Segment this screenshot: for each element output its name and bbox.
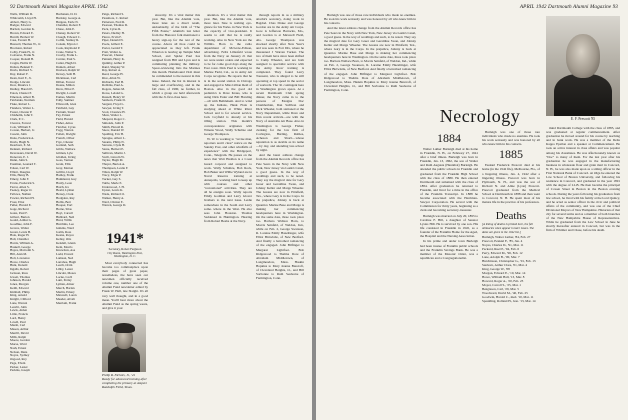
roster-name: Pratt, Walter A. <box>102 50 122 54</box>
roster-name: Knowlton, Asa <box>56 249 76 253</box>
roster-name: Quimby, Arthur P. <box>102 61 126 65</box>
year-1885-heading: 1885 <box>499 147 523 162</box>
roster-name: Lincoln, Moses <box>56 271 76 275</box>
roster-name: Fletcher, Cyrus <box>56 125 76 129</box>
roster-name: Davison, Ralph W. <box>56 69 81 73</box>
roster-name: Chandler, Robert F. <box>56 24 81 28</box>
roster-name: Dearborn, E. M. <box>10 144 31 148</box>
roster-name: Leavitt, John <box>10 305 27 309</box>
roster-name: Ellis, Henry B. <box>10 174 30 178</box>
class-year-heading: 1941* <box>106 231 144 247</box>
roster-name: Hersey, Clark <box>56 193 74 196</box>
roster-name: Parker, Lester <box>10 365 28 369</box>
roster-name: Pearson, Thomas D. <box>102 24 128 28</box>
roster-name: Lunt, Perley <box>56 279 72 283</box>
secretary-address: City Room, Washington Post, Washington, D. C. <box>107 250 143 259</box>
roster-name: Coffin, Stanley R. <box>56 39 80 43</box>
right-page <box>316 0 628 420</box>
roster-name: Little, Francis <box>10 313 28 316</box>
roster-name: Ladd, Everett <box>56 253 74 256</box>
roster-name: Donovan, E. J. <box>10 155 29 159</box>
roster-name: Stearns, Philip N. <box>102 140 125 144</box>
roster-name: Morse, Ward <box>10 343 27 346</box>
class-roster-column-3 <box>102 13 148 223</box>
roster-name: Snow, Donald W. <box>102 129 125 133</box>
roster-name: Buswell, Thomas W., Jr. <box>10 43 42 46</box>
roster-name: Howe, Charles <box>10 260 29 264</box>
roster-name: Field, Harold <box>56 118 73 121</box>
roster-name: Mills, Ralph <box>10 335 26 339</box>
roster-name: Tilton, Ralph W. <box>102 170 124 174</box>
roster-name: Goodhue, John F. <box>10 223 33 226</box>
column-6-paragraph: through reports in as a military attaché's secretary, doing work in Bagdad. Chas Drake and George Gordon are in the Army Air Corps. Gore is Jefferson Barracks, Mo., and Gordon is at Maxwell Field, Ala. George Thompson was shocked shortly after New Year's and was seen in Fort Dix, where he threatened J Warren Tucker. The two of them have since been shifted to Camp Wheeler, and are both assigned to specialist service with the Army. Ross' training is completed. They found Larry Toussant, who is alleged to be still operating at top speed in the sector of warlords. The '41 contingent here in Washington grows apace. At a recent Dartmouth Club spring dinner, the Navy came in to the persons of Ensigns Doc Chamberlain, Dan Sullivan and Dick Wheeler, both stationed at the Navy Department, while Dave and Dan recent arrivals—are with the Navy of Australia Air Base. Also in Washington is George Fisher, clerking for the law firm of Covington, Burling, Rublee, Acheson and Shorb—whose reputation is as sizable as its name—by day, and attending law-school by night. <box>256 13 304 153</box>
roster-name: Davis, Hugh N. <box>10 140 31 144</box>
death-entry: Prescott, Ezekiel F., '85, Jan. 4 <box>482 239 523 244</box>
roster-name: Underwood, J. H. <box>102 185 125 189</box>
roster-name: Dudley, Harold E. <box>10 88 34 91</box>
roster-name: Day, Robert F. <box>10 73 29 76</box>
necrology-title: Necrology <box>439 106 521 126</box>
class-1941-body: Most everybody connected has become too commonplace upon their pages of great paper, nonetheless, the have seen our newsmen officially received volume one, number one of the Alumni Fund newsletter edited by Frank W. Hall, late Slaight. It's all very well thought, and in a good mean. You'll hear more about the Alumni Fund as the spring wears, and give it your <box>102 260 148 310</box>
roster-name: Libby, Lester <box>56 268 73 271</box>
roster-name: Converse, Frank N. <box>10 54 35 58</box>
roster-name: Joslin, Ross <box>56 230 72 234</box>
roster-name: Perkins, Joseph <box>10 369 30 373</box>
column-4-paragraph: sincerity. It's a vital matter this year. But, like the Alumni vote, more later. As a direct result, undoubtedly, of the birth of "The Fifth Estate," Alumni's last letter from the Hanover folk mentioned a heavy sign-up for the rest of the course. Above all thou could be appreciated as they left. Frank Wharton is leaving up Temple Med School, and Spider Paul has resigned from Hill and Lyon and is commuting planning the military. Space-reviewing lists the Marines this month. Homebound 1941 must be commended to the nearest in this issue. Indeed, the list in interest is large and overflowing, and in the fall class, of 1990, no further, in which a group are held afterwards with the Jr. first-class here. <box>152 13 200 99</box>
left-running-head: 92 Dartmouth Alumni Magazine APRIL 1942 <box>10 4 108 10</box>
roster-name: Garland, Seth <box>56 144 74 148</box>
roster-name: Maxwell, Loren <box>56 294 77 298</box>
roster-name: Tucker, Guy S. <box>102 178 122 181</box>
roster-name: Burgess, Earle N. <box>56 20 79 24</box>
death-entry: Woodward, David M., '40, Feb. 25 <box>482 291 528 296</box>
roster-name: Jenkins, Ward <box>56 226 74 230</box>
roster-name: Peters, Dudley H. <box>102 31 125 35</box>
roster-name: Page, Elwin <box>10 361 26 365</box>
roster-name: Spalding, Eric B. <box>102 133 124 136</box>
roster-name: Scott, Clarence H. <box>102 110 126 114</box>
roster-name: Emery, John F. <box>10 178 30 181</box>
roster-name: Flanders, Walter L. <box>10 106 35 110</box>
right-column-4 <box>546 126 620 412</box>
column-5-paragraph: attention. It's a vital matter this year. But, like the Alumni vote, more later. Sine is nothing eye-glance for his Yorks. in New York is the capacity of vice-president. It seems to add that he is really working. Also in New York are the Willitts. Born to the radio department of McGraw-Edison, advertising. Felix Lillesfeld wrote from the Navy on January 21 that we were under orders and expected to be for come good days along the East coast. Dick Paul is working in Marine Field, Cal., as in Army Air Corps recognize. He reports that he is in the sound station in Chicago and engaged to Miss Lillian Reid of Boston. Also in the good old pediatrics is Dave Kraus, who is using Dick Euler and Bill Hotsling—all with Bethlehem. And to wind up the Indians, Hank Fiala is studying ahead at White River School and is for several service. Jack Coyfield is already at his tilling station. This month's correspondence originates with Winans Wood, Wally Schultze and George Thompson. <box>204 13 252 136</box>
roster-name: Rogers, James M. <box>102 88 125 91</box>
roster-name: Patterson, Fred R. <box>102 20 126 24</box>
death-entry: Hutchinson, Christopher G., '01, Feb. 13 <box>482 259 536 264</box>
class-roster-column-1 <box>10 13 52 373</box>
roster-name: Jewett, Thomas <box>10 275 30 279</box>
column-5-paragraph-2: W. W. is working to "revise man, reporters aren't clear" notice on the Sunday Post, and other windfalls of experience" with the Bridgeport, Conn., Telegram. He passes on the news that Watt Haddon is a Coast Guard corporal and assigned to work. Wally Schultze, Bob Rock, Bob Baker and Willie Wyland are in Naval Reserve training at Annapolis, working hard to keep up with courses and other "recreational" activities. They are all be ensigns soon. Wally reports Emily Godman and Larry Glover brothers to the next issue. Leslie somewhere in the South and Larry some. where in the West. He also sees John Houston. Thomas Saddened in Huntington. Hearing from Robert Beebe at the Navy. <box>204 137 252 223</box>
roster-name: Clough, Edward C. <box>56 35 81 39</box>
roster-name: Gilman, Lyle <box>56 151 73 155</box>
roster-name: Buckley, George A. <box>56 16 82 20</box>
roster-name: Cheney, Robert W. <box>56 31 81 35</box>
class-1941-section <box>102 222 148 412</box>
roster-name: Badger, Edward <box>10 24 31 28</box>
roster-name: Hardy, Leon <box>56 181 72 185</box>
roster-name: Dean, Karl F., Jr. <box>10 76 32 80</box>
roster-name: Reed, George H. <box>102 73 124 76</box>
roster-name: Nash, Ernest <box>10 346 27 350</box>
roster-name: Kelley, Otis <box>56 238 72 241</box>
roster-name: Cook, Raymond P. <box>56 46 80 50</box>
roster-name: Ray, Robert A. <box>102 69 121 73</box>
roster-name: Moore, Gordon <box>10 339 30 343</box>
roster-name: Keene, Royce <box>56 234 74 238</box>
right-column-1 <box>324 13 416 413</box>
roster-name: Piper, Donald N. <box>102 39 124 43</box>
roster-name: Peck, Cyrus R. <box>102 28 122 31</box>
roster-name: Goss, Vernon <box>56 159 74 163</box>
roster-name: Cooper, Donald B. <box>10 58 34 61</box>
right-column-1-paragraph: And the latest address change from the Alumni Records office has Pete Sears in the Navy with New York, New Jersey via Lasik's Canal, a good guess. In the way of weddings and such, to be noted. They say the magical date for Gary Greer and Geraldine Swan, and Johnny Keller and Marge Wheeler. The Greens are now in Pittsfield, Tex., where Gary is in the Corps. In the prejudice, Johnny is back at Quantico Marine Base and Marge is making her commencing headquarters here in Washington. On the same date, three took place too. Barbara Wallace Born, to Morris Seinfeld, of Weldon, Ind., while on Feb. 2, George Swanson, R. Laraine Emily Hazeltinger, wife Elliot Birtwistle, of New Bedford. And finally a betrothed romancing of the engaged. John Bilfinger to Margaret Lightfoot. Bob Ridgewood to Thelma Dore of Abraham Middletown, of Longmeadow, Mass. Haskin Hopkins to Mary Jeanne Bancroft, of Cleveland Heights, O., and Bill Sorbonne to Ruth Seaborne of Farmington, Conn. <box>324 26 416 92</box>
roster-name: Rand, Shepley W. <box>102 65 125 69</box>
secretary-label: Secretary, Robert Ferguson <box>108 247 142 251</box>
roster-name: March, Harlan <box>56 286 75 290</box>
death-entry: Packard, Ruel P., '94, Feb. 6 <box>482 247 520 252</box>
roster-name: Hatch, Ira <box>56 185 69 189</box>
roster-name: Simonds, John P. <box>102 121 124 125</box>
death-entry: Bengtsson, Carl, '29, Mar. 5 <box>482 287 519 292</box>
roster-name: Ward, Clinton E. <box>102 200 124 204</box>
obituary-1884-c: In his prime and under town Burleigh had been trustee of Franklin public schools and the Franklin Savings Bank. He was a member of the Masonic Order, was a republican and a Congregationalist. <box>420 239 478 260</box>
roster-name: Griffin, Lloyd <box>56 170 75 174</box>
roster-name: Crosby, Frank L. <box>56 54 78 58</box>
death-entry: Moyer, Carroll S., '25, Mar. 1 <box>482 283 521 288</box>
roster-name: Hill, Alan M. <box>10 253 27 256</box>
roster-name: Stevens, Clyde H. <box>102 144 126 148</box>
roster-name: Fiske, Robert L. <box>10 103 31 106</box>
death-entry: Goodwin, Harold C., med. '10, Mar. 11 <box>482 295 534 300</box>
roster-name: Green, Lewis B. <box>10 230 31 234</box>
death-entry: Spaulding, Rolland H., hon. '13, Mar. 14 <box>482 299 536 304</box>
right-running-head: APRIL 1942 Dartmouth Alumni Magazine 93 <box>519 4 618 10</box>
portrait-caption-text: Ready for advanced training after completing his primary at Ampere Randolph Field, Texas. <box>102 376 148 389</box>
roster-name: Case, Everett H. <box>10 39 31 43</box>
roster-name: Horne, Silas <box>56 208 72 211</box>
roster-name: Hooper, Earl <box>56 204 73 208</box>
roster-name: Cleaves, Forrest <box>10 121 31 125</box>
roster-name: Dillon, Forrest <box>56 80 75 84</box>
roster-name: Graves, Walter <box>10 226 29 230</box>
roster-name: Poole, Gilbert E. <box>102 43 124 46</box>
roster-name: Glidden, Irving <box>56 155 76 159</box>
roster-name: Grant, Ellis <box>56 163 71 166</box>
roster-name: Locke, Cecil <box>56 275 73 279</box>
roster-name: Marsh, Carl <box>10 324 26 328</box>
obituary-1885-continued: mind Dartmouth College with the class of 1885, and was graduated at regular commencement. After graduation he moved around for his course by teaching and in bank work. He was a member of the Delta Kappa Epsilon and a speaker at Commencement. He took an active interest in class affairs and was popular among his classmates. He was affectionately known as "Doc" to many of them. For the last year after his graduation he was engaged in the manufacturing business in wholesale flour and grain mart in Concord, N. H., he was also made upon as a sitting officer in the First National Bank of Concord. At Olga he entered the Law School of Boston University, and following his residence in Concord, and graduated in the year 1891 with the degree of LL.B. He then became the principal of Cowen Street in Boston in the Boston evening schools. During the years following his graduation from law school, he lived with his family at the local Quincy, and he acted as senior officer in the civic and political affairs of the community, and was one of the Chief Divisional Mayors of New Hampshire. Historian of that city for several terms and as a member of both branches of the New Hampshire House of Representatives. While he graduated from the Law School in June he shortly thereafter entered in Concord, but was in the firm of Whittier and Chase, before his death. <box>546 126 620 233</box>
roster-name: Edson, Carl W. <box>10 166 30 170</box>
roster-name: Emerson, Albert B. <box>10 95 35 99</box>
roster-name: Prescott, Chester <box>102 54 124 58</box>
roster-name: Fay, Ernest <box>56 114 71 118</box>
roster-name: Bartlett, Gordon K. <box>10 28 35 31</box>
roster-name: Meader, Alvah <box>56 298 75 301</box>
roster-name: Ellsworth, Glen <box>56 103 77 106</box>
roster-name: Wells, William D. <box>10 13 33 16</box>
roster-name: Kendall, Glenn <box>56 241 76 245</box>
roster-name: Robbins, Paul A. <box>102 84 124 88</box>
death-entry: King, George W., '08 <box>482 267 510 272</box>
roster-name: French, Oliver <box>56 136 75 140</box>
roster-name: Russell, Henry W. <box>102 95 126 99</box>
roster-name: Abbott, Harry G. <box>10 20 32 24</box>
roster-name: Mason, Arthur <box>10 328 29 331</box>
roster-name: Stone, Herbert E. <box>102 148 125 151</box>
roster-name: Johnson, Harold <box>10 279 31 283</box>
roster-name: Ingalls, Robert <box>10 268 29 271</box>
roster-name: Merrill, David <box>10 331 29 335</box>
roster-name: Warren, George D. <box>102 204 127 208</box>
roster-name: Kimball, Philip <box>10 290 30 294</box>
roster-name: Paige, Richard S. <box>102 13 125 16</box>
roster-name: Cowan, Herbert, Jr. <box>10 129 35 133</box>
roster-name: Chisholm, John T. <box>10 114 34 118</box>
roster-name: Shepard, Roger C. <box>102 118 126 121</box>
roster-name: Richards, Earl B. <box>102 80 124 84</box>
roster-name: Hurd, Willis <box>56 219 72 223</box>
roster-name: Hodgdon, Ray <box>56 196 75 200</box>
roster-name: Lane, Warren <box>10 301 28 305</box>
column-6-paragraph-2: And the latest address change from the Alumni Records office has Pete Sears in the Navy with New York, New Jersey via Lasik's Canal, a good guess. In the way of weddings and such, to be noted. They say the magical date for Gary Greer and Geraldine Swan, and Johnny Keller and Marge Wheeler. The Greens are now in Pittsfield, Tex., where Gary is in the Corps. In the prejudice, Johnny is back at Quantico Marine Base and Marge is making her commencing headquarters here in Washington. On the same date, three took place too. Barbara Wallace Born, to Morris Seinfeld, of Weldon, Ind., while on Feb. 2, George Swanson, R. Laraine Emily Hazeltinger, wife Elliot Birtwistle, of New Bedford. And finally a betrothed romancing of the engaged. John Bilfinger to Margaret Lightfoot. Bob Ridgewood to Thelma Dore of Abraham Middletown, of Longmeadow, Mass. Haskin Hopkins to Mary Jeanne Bancroft, of Cleveland Heights, O., and Bill Sorbonne to Ruth Seaborne of Farmington, Conn. <box>256 153 304 281</box>
roster-name: Dennett, Richard <box>10 148 32 151</box>
column-4-text <box>152 13 200 413</box>
roster-name: Chase, John E. <box>56 28 75 31</box>
roster-name: Harris, William A. <box>10 241 34 245</box>
roster-name: Hunt, Donald <box>10 264 28 268</box>
roster-name: Foster, Chester P. <box>10 110 33 114</box>
roster-name: Noyes, Sydney <box>10 354 30 358</box>
roster-name: Cole, William F. <box>10 125 31 129</box>
class-roster-column-2 <box>56 13 98 306</box>
roster-name: Follett, Dwight <box>56 133 76 136</box>
roster-name: Burrill, Herbert W. <box>10 35 35 39</box>
death-entry: Morgan, Edward E., '10, Mar. 14 <box>482 271 526 276</box>
roster-name: Lord, Henry <box>10 316 26 320</box>
roster-name: Davis, Richard S. <box>10 69 33 73</box>
roster-name: Hadley, Frank <box>56 174 75 178</box>
roster-name: Cuozzi, John <box>10 133 27 136</box>
roster-name: Sullivan, Martin J. <box>102 151 126 155</box>
roster-name: Upton, Lewis K. <box>102 189 124 193</box>
roster-name: Sanborn, Frank D. <box>102 99 126 103</box>
roster-name: Eddy, Sumner <box>56 99 75 103</box>
roster-name: Gibbs, Wallace <box>56 148 76 151</box>
roster-name: Hubbard, Neil <box>56 215 75 219</box>
death-entry: Sanborn, Arthur Clare, '01, Mar. 4 <box>482 263 528 268</box>
roster-name: Dow, Maurice J. <box>10 84 32 88</box>
roster-name: Gould, Arthur G. <box>10 219 32 223</box>
roster-name: King, Arnold <box>10 294 27 298</box>
roster-name: Fairbanks, Norman <box>10 99 35 103</box>
right-column-2 <box>420 130 478 410</box>
roster-name: Elliott, Douglas <box>10 170 31 174</box>
roster-name: Eames, Martin <box>56 95 75 99</box>
obituary-1884-b: Burleigh was married on July 20, 1893 to Caroline F. Hill, a daughter of Senator Lysias Hill. He is survived by one son. His life consisted in Franklin in 1945, as a founder of the Franklin Home for the Aged, the Hospital and the Nursing Association. <box>420 213 478 239</box>
roster-name: Frost, Eliot <box>10 200 25 204</box>
roster-name: Hale, Roger H. <box>10 234 30 238</box>
roster-name: Eastman, Leonard T. <box>10 163 37 166</box>
portrait-caption-name: Philip R. Nichols, Jr., '41 <box>102 372 136 377</box>
obituary-1884-closing: Burleigh was one of those rare individuals who made no enemies. He took his work seriously and was honored by all who knew him in his contacts. <box>482 130 540 147</box>
roster-name: Taylor, Hugh M. <box>102 159 124 163</box>
obituary-1885: Ezekiel Frederick Prescott died at his home (in the 1942 file), Melbourne, Fla., of a lingering illness, Jan. 4, 1942 after a lingering illness. Prescott was born in Plymouth, N. H., and was the son of Richard N. and Aline (Lyon) Prescott. Prescott graduated from the Medical School at Dartmouth in 1888 and then went to Concord, N. H. He spent most of his mature life in the practice of his profession. <box>482 163 540 205</box>
roster-name: Tuttle, Merle E. <box>102 181 123 185</box>
roster-name: Larrabee, Hugh <box>56 260 76 264</box>
roster-name: Evans, Frederick S. <box>10 181 35 185</box>
death-entry: Perry, Edward M., '96, Feb. 12 <box>482 251 523 256</box>
roster-name: Brockton, Robert <box>10 46 33 50</box>
burleigh-closing: Burleigh was one of those rare individuals who made no enemies. He took his work seriously and was honored by all who knew him in his contacts. <box>324 13 416 26</box>
right-column-3 <box>482 130 540 410</box>
portrait-photo <box>102 314 146 372</box>
roster-name: Fogg, Warren <box>56 129 74 133</box>
roster-name: Osgood, Roy <box>10 358 27 361</box>
deaths-list <box>482 235 540 303</box>
roster-name: Hollis, Bert <box>56 200 71 204</box>
roster-name: Daniels, Albert <box>56 65 76 69</box>
roster-name: Conant, Myron J. <box>56 43 79 46</box>
roster-name: Lamson, Ned <box>56 256 74 260</box>
roster-name: Rowe, Leland G. <box>102 91 124 95</box>
roster-name: Putnam, Harry K. <box>102 58 125 61</box>
death-entry: Noyes, Charles D., '91, Mar. 11 <box>482 243 524 248</box>
roster-name: Sargent, Floyd L. <box>102 103 125 106</box>
death-entry: Howe, William Hall, '13, Mar. 8 <box>482 275 525 280</box>
roster-name: Rice, Allan W. <box>102 76 121 80</box>
roster-name: Eaton, Chester P. <box>10 91 32 95</box>
roster-name: Buchanan, D. D. <box>56 13 78 16</box>
roster-name: Hoyt, Carroll <box>56 211 73 215</box>
death-entry: Lane, Adolph B., '00, Mar. 7 <box>482 255 520 260</box>
roster-name: Crane, Walter S. <box>56 50 77 54</box>
roster-name: Hayes, Malcolm S. <box>10 249 35 253</box>
roster-name: Passmore, C. Robert <box>102 16 129 20</box>
roster-name: Lyman, Abner <box>56 283 75 286</box>
roster-name: Heald, Lyman <box>56 189 75 193</box>
roster-name: Haskell, George <box>10 245 31 249</box>
roster-name: Farnum, Stuart <box>56 110 76 114</box>
roster-name: Devereaux, David W. <box>10 151 38 155</box>
roster-name: Clark, P. C. <box>10 118 25 121</box>
roster-name: Martin, Emery <box>56 290 75 294</box>
roster-name: Brown, Edward E. <box>10 31 34 35</box>
roster-name: Cutler, Hugh D. <box>56 61 77 65</box>
roster-name: Feeney, Roger O. <box>10 189 33 193</box>
roster-name: Dalton, Bennett T. <box>10 65 34 69</box>
roster-name: Lovell, Paul <box>10 320 26 324</box>
roster-name: Pierce, Ervin F. <box>102 35 122 39</box>
roster-name: Dodge, Lincoln <box>10 80 31 84</box>
death-entry: Howard, Roger A., '20, Feb. 23 <box>482 279 524 284</box>
roster-name: Gates, Paul F. <box>10 211 28 215</box>
roster-name: Smith, Harold R. <box>102 125 124 129</box>
roster-name: Lewis, Alden <box>10 309 27 313</box>
roster-name: Keith, Edward <box>10 286 29 290</box>
roster-name: Sprague, Albert L. <box>102 136 126 140</box>
roster-name: Knight, Clifford <box>10 298 31 301</box>
roster-name: Shaw, Walter L. <box>102 114 123 118</box>
roster-name: Nelson, Dana <box>10 350 28 354</box>
roster-name: Fuller, Harold E. <box>10 204 32 208</box>
roster-name: Gilbert, Burton <box>10 215 30 219</box>
roster-name: Wade, Richard O. <box>102 193 125 196</box>
roster-name: Swift, Lincoln W. <box>102 155 125 159</box>
roster-name: Dickinson, Carl <box>56 76 77 80</box>
roster-name: Dunn, John S. <box>10 159 29 163</box>
roster-name: Whitcomb, Lloyd H. <box>10 16 37 20</box>
roster-name: Cragin, Hollis W. <box>10 61 33 65</box>
roster-name: Frye, Chester <box>56 140 74 144</box>
roster-name: Leach, Orrin <box>56 264 73 268</box>
roster-name: Hammond, Guy <box>56 178 77 181</box>
roster-name: Jackson, Ross <box>10 271 28 275</box>
roster-name: Holt, Lawrence <box>10 256 30 260</box>
roster-name: Farrar, Allen S. <box>10 185 30 189</box>
roster-name: Gage, Richard <box>10 208 29 211</box>
roster-name: Fisher, Amos <box>56 121 73 125</box>
roster-name: Walker, Henry A. <box>102 196 125 200</box>
roster-name: Fairfield, Guy <box>56 106 75 110</box>
roster-name: Dana, Frederick A. <box>10 136 35 140</box>
left-page <box>0 0 312 420</box>
obituary-1884: Walter Luther Burleigh died at his home in Franklin, N. H., on February 27, 1941 after a brief illness. Burleigh was born in Franklin, Jan. 13, 1862, the son of Walter and Ruth Augusta (Hannibal) Burleigh. He attended the public schools in Franklin and graduated from the Franklin High School with the class of 1880. He then entered Dartmouth and remained with the class of 1884. After graduation he returned to Franklin, and lived for a time in the office of the Franklin Transcript. In 1888 he became associated with the Harriman-Sawyer Corporation. He served with the Commission for thirty years, beginning as a clerk and becoming secretary-treasurer. <box>420 147 478 213</box>
roster-name: Hutchins, Lee <box>56 223 74 226</box>
roster-name: Doane, Milton <box>56 84 75 88</box>
roster-name: Hall, Chandler <box>10 238 29 241</box>
column-6-text <box>256 13 304 413</box>
roster-name: Porter, Gerald T. <box>102 46 124 50</box>
roster-name: Currier, Paul S. <box>56 58 76 61</box>
roster-name: Jones, Morgan <box>10 283 29 286</box>
year-1884-heading: 1884 <box>437 131 461 145</box>
column-5-text <box>204 13 252 413</box>
roster-name: Colby, Frank H., Jr. <box>10 50 36 54</box>
roster-name: Fellows, Nathan <box>10 193 31 196</box>
obituary-portrait-caption: E. F. Prescott '85 <box>570 117 596 121</box>
obituary-portrait-photo <box>546 16 620 116</box>
deaths-heading: Deaths <box>495 210 527 223</box>
death-entry: Burleigh, Walter Luther, '84, Feb. 27 <box>482 235 531 240</box>
roster-name: Drew, Elliot P. <box>56 88 75 91</box>
roster-name: Kent, Morris <box>56 245 73 249</box>
roster-name: Gray, Merton <box>56 166 74 170</box>
roster-name: Tracy, Edgar P. <box>102 174 122 178</box>
roster-name: Dewey, Seth H. <box>56 73 76 76</box>
roster-name: Sawyer, Irving T. <box>102 106 125 110</box>
roster-name: Fowler, Richard H. <box>10 196 35 200</box>
deaths-note: [A listing of deaths is printed here, the full obituaries when appear in later issues. The dates are given in the 1942 list.] <box>482 222 534 235</box>
roster-name: Thompson, Leslie F. <box>102 166 129 170</box>
roster-name: Thayer, Burton A. <box>102 163 126 166</box>
roster-name: Dwight, Lowell <box>56 91 77 95</box>
roster-name: Merriam, Frank <box>56 301 77 305</box>
